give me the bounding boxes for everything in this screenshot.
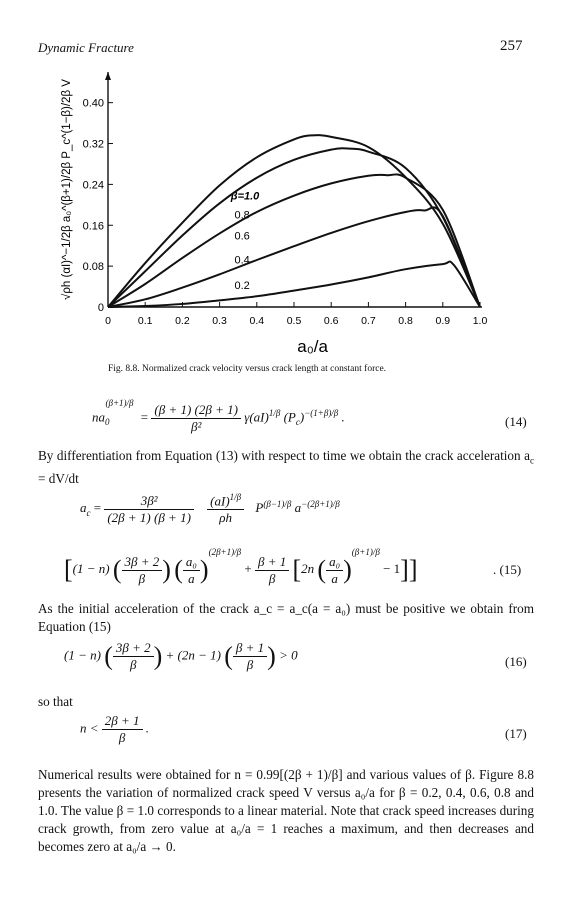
eq14-lhs-sub: 0 [105,417,110,428]
eq15-P-sup: (β−1)/β [263,498,292,509]
eq15-minus-one: − 1 [383,561,401,576]
x-tick-label: 0.8 [398,315,413,327]
paragraph-acceleration [38,447,534,488]
eq16-one-minus-n: (1 − n) [64,647,101,663]
eq15-frac2 [207,492,244,526]
curve-3 [108,174,480,307]
x-tick-label: 0.6 [323,315,339,327]
x-tick-label: 1.0 [472,315,488,327]
y-tick-label: 0.24 [82,179,104,192]
eq16-c-num: β + 1 [233,640,267,657]
eq16-c-den: β [246,657,254,672]
eq16-b-num: 3β + 2 [113,640,154,657]
eq14-lhs: na [92,409,105,425]
y-tick-label: 0.16 [82,220,104,233]
figure-caption: Fig. 8.8. Normalized crack velocity versus crack length at constant force. [108,364,387,374]
eq14-end: . [338,409,345,425]
eq15-frac1-num: 3β² [104,493,194,510]
eq15-a: a [291,500,302,516]
curve-label-3: 0.6 [234,230,250,243]
curve-5 [108,261,480,307]
eq15-frac1 [104,493,194,526]
eq15-plus: + [244,561,252,576]
paragraph-initial-acceleration: As the initial acceleration of the crack a_c = a_c(a = a₀) must be positive we obtain from Equation (15) [38,601,534,634]
eq16-end: > 0 [279,647,298,663]
eq15-c-sup: (2β+1)/β [208,547,242,557]
curve-label-5: 0.2 [234,280,250,293]
y-tick-label: 0 [97,302,104,314]
y-tick-label: 0.08 [82,261,104,274]
paragraph-numerical-results: Numerical results were obtained for n = 0.99[(2β + 1)/β] and various values of β. Figure 8.8 presents the variation of normalized crack speed V versus a₀/a for β = 0.2, 0.4, 0.6, 0.8 and 1.0. The value β = 1.0 corresponds to a linear material. Note that crack speed increases during crack growth, from zero value at a₀/a = 1 reaches a maximum, and then decreases and becomes zero at a₀/a → 0. [38,767,534,854]
eq17-end: . [145,720,150,736]
curve-label-2: 0.8 [234,209,250,222]
y-tick-label: 0.32 [82,138,104,151]
so-that-text: so that [38,694,73,709]
eq17-num: 2β + 1 [102,713,143,730]
equation-14: $na_0^{(\beta+1)/\beta}$ = $\frac{(\beta + 1) (2\beta + 1)}{\text{β²}}$ γ(aI)$^{1/\beta}$ $(P_c)^{-(1+\beta)/\beta}$ . [92,398,345,434]
eq14-rhs-sup2: −(1+β)/β [304,408,339,419]
eq14-denominator: β² [190,419,202,434]
x-tick-label: 0.2 [175,315,190,327]
eq14-rhs-mid: (P [280,409,296,425]
x-tick-label: 0.9 [435,315,451,327]
para1-sub: c [530,455,534,466]
eq15-b-num: 3β + 2 [122,554,163,571]
eq16-number: (16) [505,654,527,669]
eq15-e-sup: (β+1)/β [351,547,380,557]
eq14-numerator: (β + 1) (2β + 1) [151,402,241,419]
eq17-number: (17) [505,726,527,741]
eq15-a-sup: −(2β+1)/β [301,498,340,509]
eq14-number: (14) [505,414,527,429]
eq15-P: P [255,500,264,516]
eq15-d-den: β [268,570,276,586]
eq15-c-den: a [188,570,195,586]
eq15-c-num: a₀ [183,554,200,571]
eq15-one-minus-n: (1 − n) [72,561,110,576]
eq15-number: . (15) [493,562,522,577]
eq15-frac2-sup: 1/β [229,492,242,502]
eq15-lhs: a [80,500,87,516]
equation-15-line2: [(1 − n) ( $\frac{3\beta + 2}{\beta}$ ) ( $\frac{\text{a₀}}{a}$ )$^{(2\beta+1)/\beta}$ + $\frac{\beta + 1}{\beta}$ [2n ( $\frac{\text{a₀}}{a}$ )$^{(\beta+1)/\beta}$ − 1]] [64,547,418,586]
y-tick-label: 0.40 [82,97,104,110]
x-tick-label: 0.4 [249,315,265,327]
x-tick-label: 0.7 [361,315,376,327]
x-tick-label: 0.5 [286,315,302,327]
eq15-frac2-den: ρh [219,510,233,526]
eq15-d-num: β + 1 [255,554,289,571]
eq14-fraction [151,402,241,435]
eq15-e-den: a [331,570,338,586]
curve-label-4: 0.4 [234,254,250,267]
x-tick-label: 0.3 [212,315,227,327]
curve-2 [108,148,480,307]
curve-4 [108,207,480,307]
eq14-lhs-sup: (β+1)/β [105,398,134,409]
y-axis-arrow [105,72,111,80]
x-tick-label: 0 [105,315,111,327]
eq15-frac2-num: (aI) [210,493,230,509]
eq17-lhs: n < [80,720,99,736]
eq15-lhs-sub: c [86,507,91,518]
x-axis-label: a₀/a [297,337,328,356]
para1-end: = dV/dt [38,470,79,486]
eq15-e-num: a₀ [326,554,343,571]
eq14-rhs-sup1: 1/β [268,408,281,419]
eq14-rhs-sub: c [295,417,300,428]
eq15-b-den: β [138,570,146,586]
running-head: Dynamic Fracture [38,40,134,55]
eq17-den: β [118,730,126,745]
equation-17 [80,713,149,746]
curve-label-1: β=1.0 [230,190,260,203]
eq15-frac1-den: (2β + 1) (β + 1) [107,509,191,525]
eq16-mid: + (2n − 1) [165,647,221,663]
eq14-rhs-tail: ) [299,409,305,425]
equation-16: (1 − n) ( $\frac{3\beta + 2}{\beta}$ ) + (2n − 1) ( $\frac{\beta + 1}{\beta}$ ) > 0 [64,640,298,672]
eq15-2n: 2n [301,561,315,576]
page-number: 257 [500,38,523,54]
eq14-rhs: γ(aI) [244,409,269,425]
x-tick-label: 0.1 [137,315,153,327]
eq16-b-den: β [129,657,137,672]
crack-velocity-chart [0,0,572,360]
equation-15-line1: $a_c$ = $\frac{\text{3β²}}{(2\beta + 1) (\beta + 1)}$ $\frac{(aI)^{1/\beta}}{\rho h}$ $P^{(\beta-1)/\beta}$ $a^{-(2\beta+1)/\beta}$ [80,492,340,526]
para1-text: By differentiation from Equation (13) with respect to time we obtain the crack acceleration a [38,448,530,463]
y-axis-label: √ρh (αI)^−1/2β a₀^(β+1)/2β P_c^(1−β)/2β V [61,79,73,300]
